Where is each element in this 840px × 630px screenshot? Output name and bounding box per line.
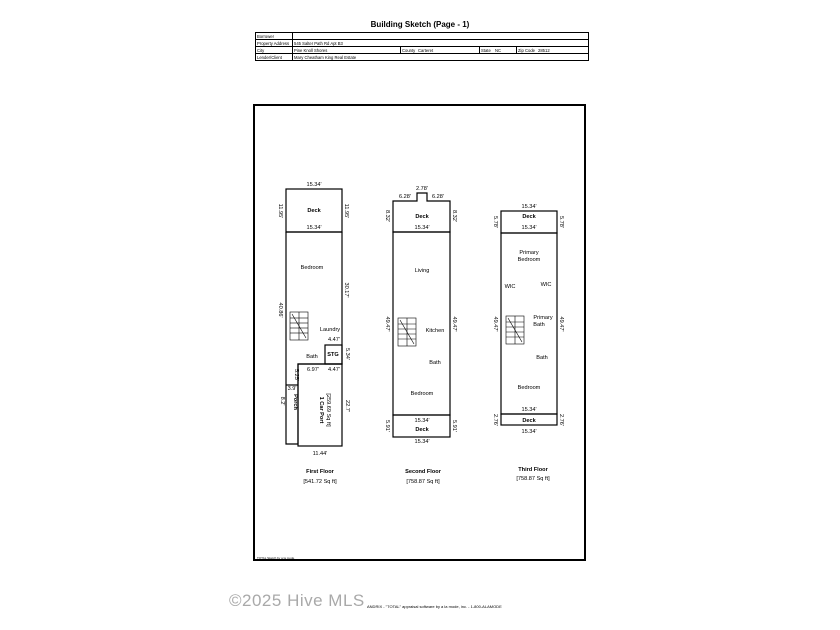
f3-lower-deck-label: Deck [522,418,536,424]
f2-bath-label: Bath [429,360,441,366]
f1-deck-label: Deck [307,208,321,214]
f1-carport-label: 1 Car Port [318,396,324,424]
f3-deck-bottom-dim: 15.34' [521,225,537,231]
county-label: County [402,47,416,53]
f1-porch-label: Porch [292,394,298,410]
f1-bath-label: Bath [306,354,318,360]
software-footer: ANDRIX - "TOTAL" appraisal software by a la mode, inc. - 1-800-ALAMODE [367,604,502,609]
f1-porch-top-dim: 5.25' [293,369,299,381]
f2-deck-top-right-dim: 6.28' [432,194,444,200]
state-label: State [480,47,495,54]
f1-stg-height-dim: 5.34' [344,348,350,360]
address-label: Property Address [256,40,293,47]
f2-lower-deck-right-dim: 5.91' [451,420,457,432]
f3-lower-deck-left-dim: 2.76' [492,414,498,426]
f3-primary-bedroom-line2: Bedroom [517,257,541,263]
zip-value: 28512 [537,47,589,54]
f1-deck-top-dim: 15.34' [306,182,322,188]
lender-label: Lender/Client [256,54,293,61]
f3-right-height-dim: 49.47' [558,316,564,332]
f2-lower-deck-label: Deck [415,427,429,433]
f3-primary-bath-line1: Primary [533,315,553,321]
f1-bottom-width-dim: 11.44' [312,451,328,457]
f2-deck-label: Deck [415,214,429,220]
f1-carport-area: [259.69 Sq ft] [325,393,331,427]
f3-wic-right-label: WIC [540,282,552,288]
page-title: Building Sketch (Page - 1) [370,20,470,29]
f3-lower-deck-right-dim: 2.76' [558,414,564,426]
f1-stg-width-dim: 4.47' [328,367,340,373]
county-value: Carteret [417,47,480,54]
f2-lower-deck-top-dim: 15.34' [414,418,430,424]
f2-left-height-dim: 49.47' [384,316,390,332]
f3-deck-top-dim: 15.34' [521,204,537,210]
f1-porch-width-dim: 3.9' [287,386,297,392]
f2-deck-width-dim: 15.34' [414,225,430,231]
city-label: City [256,47,293,54]
f3-floor-name: Third Floor [518,467,548,473]
f1-right-height-dim: 30.17' [343,282,349,298]
f2-lower-deck-bottom-dim: 15.34' [414,439,430,445]
state-value: NC [494,47,517,54]
f1-left-height-dim: 40.86' [277,302,283,318]
f1-deck-left-dim: 11.95' [277,203,283,219]
city-value: Pine Knoll Shores [293,47,401,54]
f3-lower-deck-bottom-dim: 15.34' [521,429,537,435]
f1-laundry-label: Laundry [319,327,341,333]
f2-lower-deck-left-dim: 5.91' [384,420,390,432]
f1-stg-label: STG [327,352,339,358]
f2-deck-left-dim: 8.32' [384,210,390,222]
f3-lower-deck-top-dim: 15.34' [521,407,537,413]
lender-value: Mary Cheatham King Real Estate [293,54,589,61]
third-floor-stairs [506,316,524,344]
f1-laundry-width-dim: 4.47' [328,337,340,343]
f1-deck-bottom-dim: 15.34' [306,225,322,231]
f3-deck-right-dim: 5.78' [558,216,564,228]
f2-bedroom-label: Bedroom [410,391,434,397]
f3-floor-area: [758.87 Sq ft] [516,476,550,482]
f2-bump-width-dim: 2.78' [416,186,428,192]
f1-carport-height-dim: 22.7' [344,400,350,412]
f3-bedroom-label: Bedroom [517,385,541,391]
borrower-label: Borrower [256,33,293,40]
f1-bedroom-label: Bedroom [300,265,324,271]
f2-living-label: Living [414,268,430,274]
f1-bath-width-dim: 6.97' [307,367,319,373]
address-value: 545 Salter Path Rd Apt B3 [293,40,589,47]
f2-right-height-dim: 49.47' [451,316,457,332]
zip-label: Zip Code [518,47,535,53]
second-floor-stairs [398,318,416,346]
first-floor-stairs [290,312,308,340]
mls-watermark: ©2025 Hive MLS [229,591,365,610]
f3-deck-left-dim: 5.78' [492,216,498,228]
f3-wic-left-label: WIC [504,284,516,290]
f3-left-height-dim: 49.47' [492,316,498,332]
f3-deck-label: Deck [522,214,536,220]
f3-primary-bath-line2: Bath [533,322,545,328]
f3-primary-bedroom-line1: Primary [519,250,539,256]
f1-floor-name: First Floor [306,469,334,475]
sketch-credit: TOTAL Sketch by a la mode [257,556,295,560]
f2-floor-area: [758.87 Sq ft] [406,479,440,485]
f2-floor-name: Second Floor [405,469,441,475]
f2-deck-top-left-dim: 6.28' [399,194,411,200]
second-floor-outline [393,232,450,415]
f3-bath-label: Bath [536,355,548,361]
f2-kitchen-label: Kitchen [425,328,445,334]
f1-floor-area: [541.72 Sq ft] [303,479,337,485]
f1-porch-height-dim: 8.2' [279,396,285,406]
f1-deck-right-dim: 11.95' [343,203,349,219]
f2-deck-right-dim: 8.32' [451,210,457,222]
